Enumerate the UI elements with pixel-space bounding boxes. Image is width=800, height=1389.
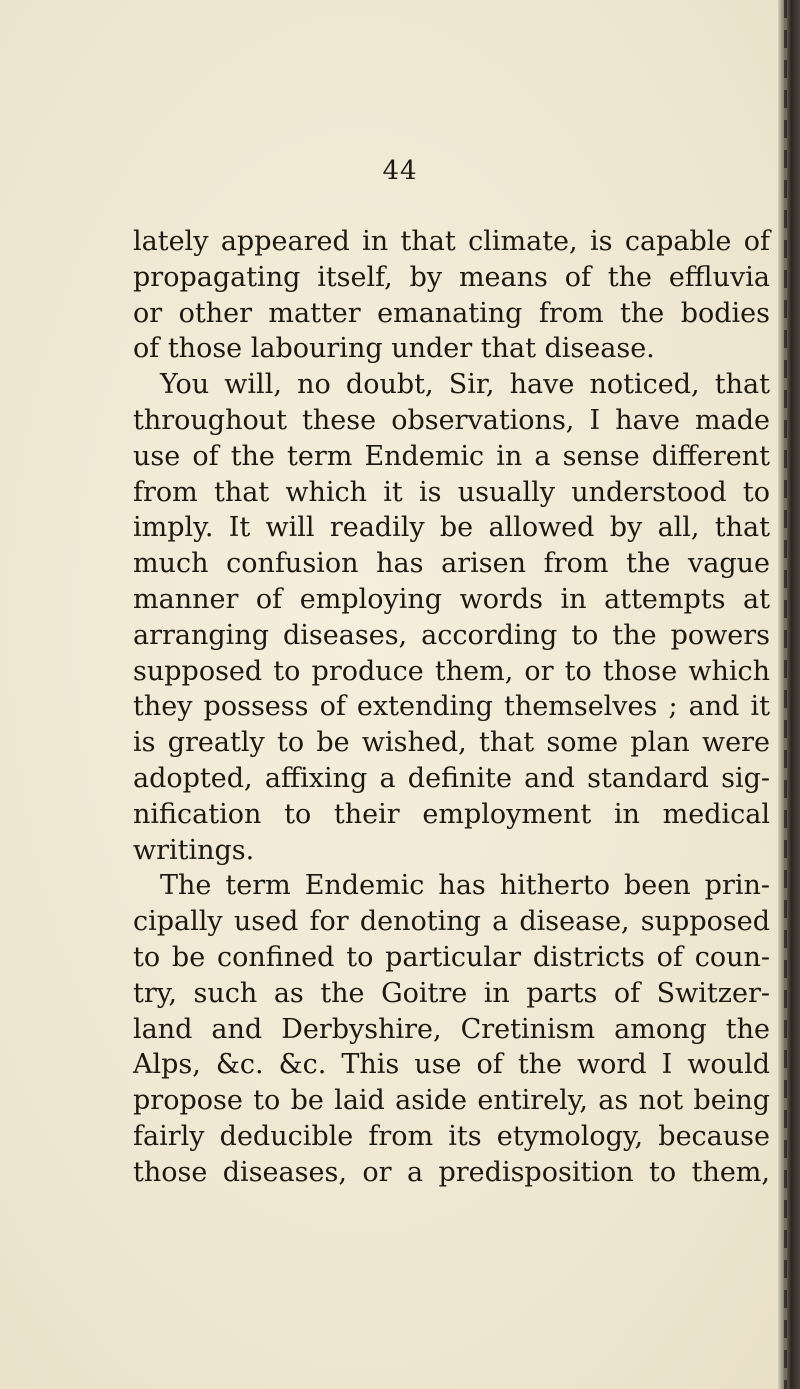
- text-line: imply. It will readily be allowed by all, that: [133, 512, 770, 544]
- text-line: manner of employing words in attempts at: [133, 583, 770, 615]
- text-line: of those labouring under that disease.: [133, 333, 655, 365]
- text-line: The term Endemic has hitherto been prin-: [160, 870, 770, 902]
- text-line: writings.: [133, 834, 255, 866]
- text-line: is greatly to be wished, that some plan were: [133, 727, 770, 759]
- text-line: You will, no doubt, Sir, have noticed, that: [160, 369, 770, 401]
- text-line: Alps, &c. &c. This use of the word I would: [133, 1049, 770, 1081]
- text-line: adopted, affixing a definite and standard sig-: [133, 762, 770, 794]
- text-line: or other matter emanating from the bodies: [133, 297, 770, 329]
- text-line: lately appeared in that climate, is capable of: [133, 226, 770, 257]
- text-line: to be confined to particular districts of coun-: [133, 941, 770, 973]
- text-line: they possess of extending themselves ; and it: [133, 691, 770, 723]
- text-line: fairly deducible from its etymology, because: [133, 1120, 770, 1152]
- text-line: try, such as the Goitre in parts of Switzer-: [133, 977, 770, 1009]
- text-line: propose to be laid aside entirely, as not being: [133, 1085, 770, 1117]
- text-line: nification to their employment in medical: [133, 798, 770, 830]
- text-line: arranging diseases, according to the powers: [133, 619, 770, 651]
- text-line: much confusion has arisen from the vague: [133, 548, 770, 580]
- text-line: those diseases, or a predisposition to them,: [133, 1156, 770, 1188]
- text-line: supposed to produce them, or to those which: [133, 655, 770, 687]
- text-line: from that which it is usually understood to: [133, 476, 770, 508]
- text-line: cipally used for denoting a disease, supposed: [133, 906, 770, 938]
- text-line: throughout these observations, I have made: [133, 404, 770, 436]
- page-number: 44: [382, 156, 418, 186]
- text-line: use of the term Endemic in a sense different: [133, 440, 770, 472]
- text-line: propagating itself, by means of the effluvia: [133, 261, 770, 293]
- text-line: land and Derbyshire, Cretinism among the: [133, 1013, 770, 1045]
- body-text: [133, 224, 770, 1191]
- book-binding-edge: [778, 0, 800, 1389]
